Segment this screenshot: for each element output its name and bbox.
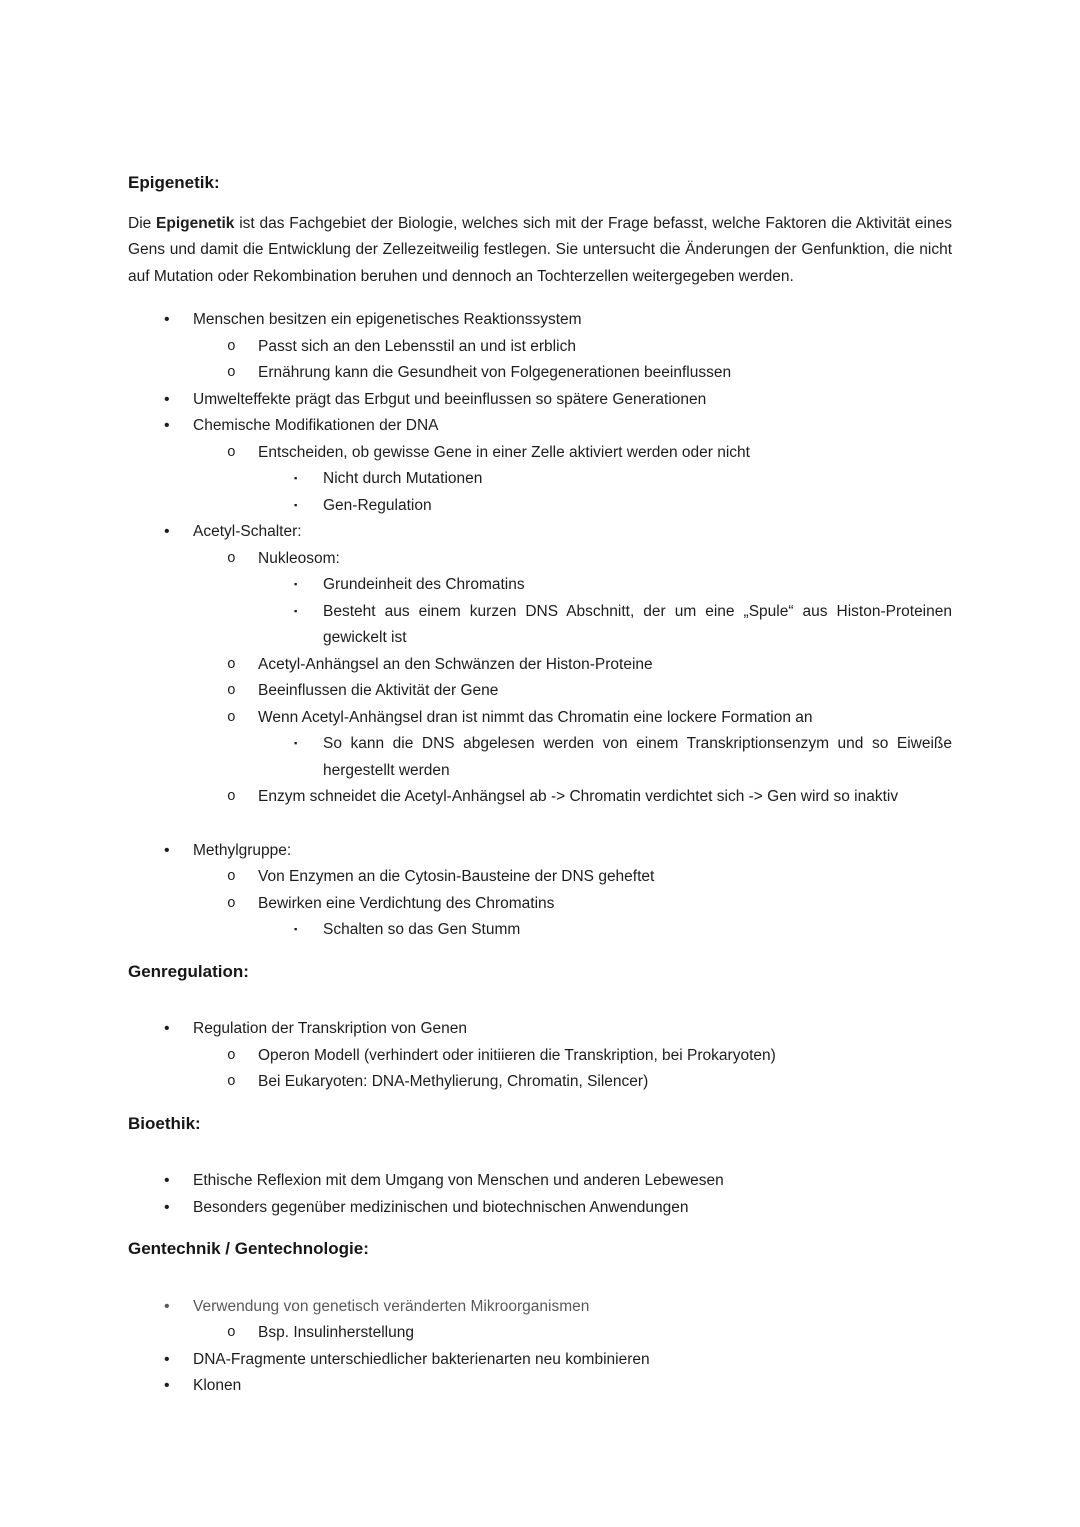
intro-paragraph (128, 211, 952, 291)
spacer (128, 999, 952, 1016)
intro-pre: Die (128, 214, 157, 232)
gentechnik-list (128, 1294, 952, 1400)
spacer (128, 1151, 952, 1168)
list-item: o Beeinflussen die Aktivität der Gene (128, 678, 952, 705)
bullet-icon: • (164, 841, 170, 859)
circle-bullet-icon: o (227, 869, 236, 885)
list-item: o Nukleosom: (128, 546, 952, 573)
square-bullet-icon: ▪ (294, 924, 298, 935)
bullet-icon: • (164, 1377, 170, 1394)
blank-line (128, 811, 952, 838)
list-item: • Chemische Modifikationen der DNA (128, 413, 952, 440)
list-item: o Operon Modell (verhindert oder initiieren die Transkription, bei Prokaryoten) (128, 1043, 952, 1070)
list-item: • Acetyl-Schalter: (128, 519, 952, 546)
list-item: o Bei Eukaryoten: DNA-Methylierung, Chromatin, Silencer) (128, 1069, 952, 1096)
circle-bullet-icon: o (227, 683, 236, 699)
list-item: o Passt sich an den Lebensstil an und ist erblich (128, 334, 952, 361)
list-item: • Regulation der Transkription von Genen (128, 1016, 952, 1043)
circle-bullet-icon: o (227, 656, 236, 673)
bullet-icon: • (164, 390, 170, 408)
genregulation-list (128, 1016, 952, 1096)
bullet-icon: • (164, 1198, 170, 1216)
square-bullet-icon: ▪ (294, 579, 298, 590)
list-item: o Wenn Acetyl-Anhängsel dran ist nimmt das Chromatin eine lockere Formation an (128, 705, 952, 732)
list-item: o Von Enzymen an die Cytosin-Bausteine der DNS geheftet (128, 864, 952, 891)
circle-bullet-icon: o (227, 1325, 236, 1341)
circle-bullet-icon: o (227, 1047, 236, 1064)
list-item: ▪ Schalten so das Gen Stumm (128, 917, 952, 944)
bioethik-list (128, 1168, 952, 1221)
list-item: • Verwendung von genetisch veränderten Mikroorganismen (128, 1294, 952, 1321)
square-bullet-icon: ▪ (294, 738, 298, 749)
bullet-icon: • (164, 1350, 170, 1368)
epigenetik-list (128, 307, 952, 944)
list-item: • Besonders gegenüber medizinischen und biotechnischen Anwendungen (128, 1195, 952, 1222)
circle-bullet-icon: o (227, 709, 236, 726)
spacer (128, 1277, 952, 1294)
circle-bullet-icon: o (227, 444, 236, 461)
bullet-icon: • (164, 1297, 170, 1315)
square-bullet-icon: ▪ (294, 499, 298, 511)
list-item: • Menschen besitzen ein epigenetisches Reaktionssystem (128, 307, 952, 334)
list-item: ▪ Nicht durch Mutationen (128, 466, 952, 493)
heading-bioethik: Bioethik: (128, 1113, 201, 1133)
square-bullet-icon: ▪ (294, 605, 298, 617)
circle-bullet-icon: o (227, 338, 236, 355)
heading-epigenetik: Epigenetik: (128, 173, 220, 192)
list-item: • Ethische Reflexion mit dem Umgang von Menschen und anderen Lebewesen (128, 1168, 952, 1195)
list-item: ▪ Gen-Regulation (128, 493, 952, 520)
circle-bullet-icon: o (227, 789, 236, 805)
bullet-icon: • (164, 1172, 170, 1189)
list-item: • DNA-Fragmente unterschiedlicher bakterienarten neu kombinieren (128, 1347, 952, 1374)
heading-gentechnik: Gentechnik / Gentechnologie: (128, 1239, 369, 1258)
bullet-icon: • (164, 417, 170, 434)
heading-genregulation: Genregulation: (128, 961, 249, 981)
list-item: ▪ So kann die DNS abgelesen werden von einem Transkriptionsenzym und so Eiweiße hergestellt werden (128, 731, 952, 784)
intro-rest: ist das Fachgebiet der Biologie, welches sich mit der Frage befasst, welche Faktoren die Aktivität eines Gens und damit die Entwicklung der Zellezeitweilig festlegen. Sie untersucht die Änderungen der Genfunktion, die nicht auf Mutation oder Rekombination beruhen und dennoch an Tochterzellen weitergegeben werden. (128, 214, 952, 285)
circle-bullet-icon: o (227, 550, 236, 567)
circle-bullet-icon: o (227, 895, 236, 912)
list-item: o Acetyl-Anhängsel an den Schwänzen der Histon-Proteine (128, 652, 952, 679)
list-item: o Enzym schneidet die Acetyl-Anhängsel ab -> Chromatin verdichtet sich -> Gen wird so inaktiv (128, 784, 952, 811)
list-item: o Bsp. Insulinherstellung (128, 1320, 952, 1347)
list-item: ▪ Grundeinheit des Chromatins (128, 572, 952, 599)
list-item: o Bewirken eine Verdichtung des Chromatins (128, 891, 952, 918)
intro-bold-term: Epigenetik (156, 214, 235, 232)
circle-bullet-icon: o (227, 365, 236, 381)
bullet-icon: • (164, 311, 170, 328)
bullet-icon: • (164, 523, 170, 540)
list-item: ▪ Besteht aus einem kurzen DNS Abschnitt, der um eine „Spule“ aus Histon-Proteinen gewickelt ist (128, 599, 952, 652)
bullet-icon: • (164, 1020, 170, 1037)
list-item: o Ernährung kann die Gesundheit von Folgegenerationen beeinflussen (128, 360, 952, 387)
list-item: • Methylgruppe: (128, 838, 952, 865)
list-item: o Entscheiden, ob gewisse Gene in einer Zelle aktiviert werden oder nicht (128, 440, 952, 467)
list-item: • Umwelteffekte prägt das Erbgut und beeinflussen so spätere Generationen (128, 387, 952, 414)
circle-bullet-icon: o (227, 1074, 236, 1090)
list-item: • Klonen (128, 1373, 952, 1400)
square-bullet-icon: ▪ (294, 473, 298, 484)
